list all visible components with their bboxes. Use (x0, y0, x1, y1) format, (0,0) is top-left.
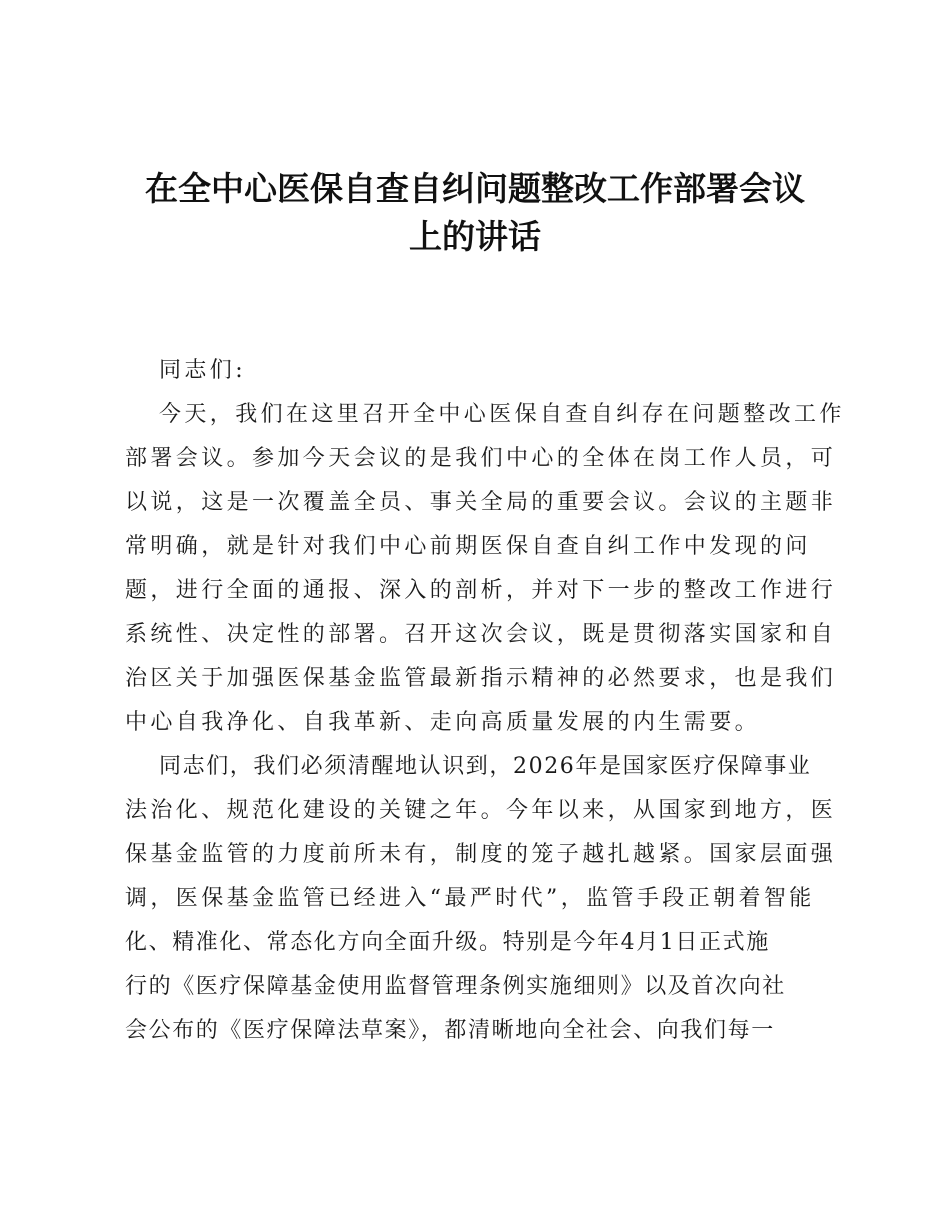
body-line-9: 同志们，我们必须清醒地认识到，2026年是国家医疗保障事业 (159, 754, 812, 779)
body-line-15: 会公布的《医疗保障法草案》，都清晰地向全社会、向我们每一 (125, 1018, 775, 1043)
body-line-4: 常明确，就是针对我们中心前期医保自查自纠工作中发现的问 (125, 534, 811, 559)
body-line-6: 系统性、决定性的部署。召开这次会议，既是贯彻落实国家和自 (125, 622, 837, 647)
document-title (120, 165, 830, 261)
body-line-13: 化、精准化、常态化方向全面升级。特别是今年4月1日正式施 (125, 930, 770, 955)
body-line-5: 题，进行全面的通报、深入的剖析，并对下一步的整改工作进行 (125, 578, 837, 603)
body-line-8: 中心自我净化、自我革新、走向高质量发展的内生需要。 (125, 710, 761, 735)
body-line-10: 法治化、规范化建设的关键之年。今年以来，从国家到地方，医 (125, 798, 837, 823)
body-line-7: 治区关于加强医保基金监管最新指示精神的必然要求，也是我们 (125, 666, 837, 691)
document-body (125, 349, 845, 1053)
body-line-14: 行的《医疗保障基金使用监督管理条例实施细则》以及首次向社 (125, 974, 786, 999)
body-line-12: 调，医保基金监管已经进入“最严时代”，监管手段正朝着智能 (125, 886, 815, 911)
title-line-1: 在全中心医保自查自纠问题整改工作部署会议 (145, 169, 805, 208)
body-line-3: 以说，这是一次覆盖全员、事关全局的重要会议。会议的主题非 (125, 490, 837, 515)
body-line-2: 部署会议。参加今天会议的是我们中心的全体在岗工作人员，可 (125, 446, 837, 471)
body-line-11: 保基金监管的力度前所未有，制度的笼子越扎越紧。国家层面强 (125, 842, 837, 867)
title-line-2: 上的讲话 (409, 217, 541, 256)
salutation: 同志们: (159, 358, 247, 383)
body-line-1: 今天，我们在这里召开全中心医保自查自纠存在问题整改工作 (159, 402, 845, 427)
